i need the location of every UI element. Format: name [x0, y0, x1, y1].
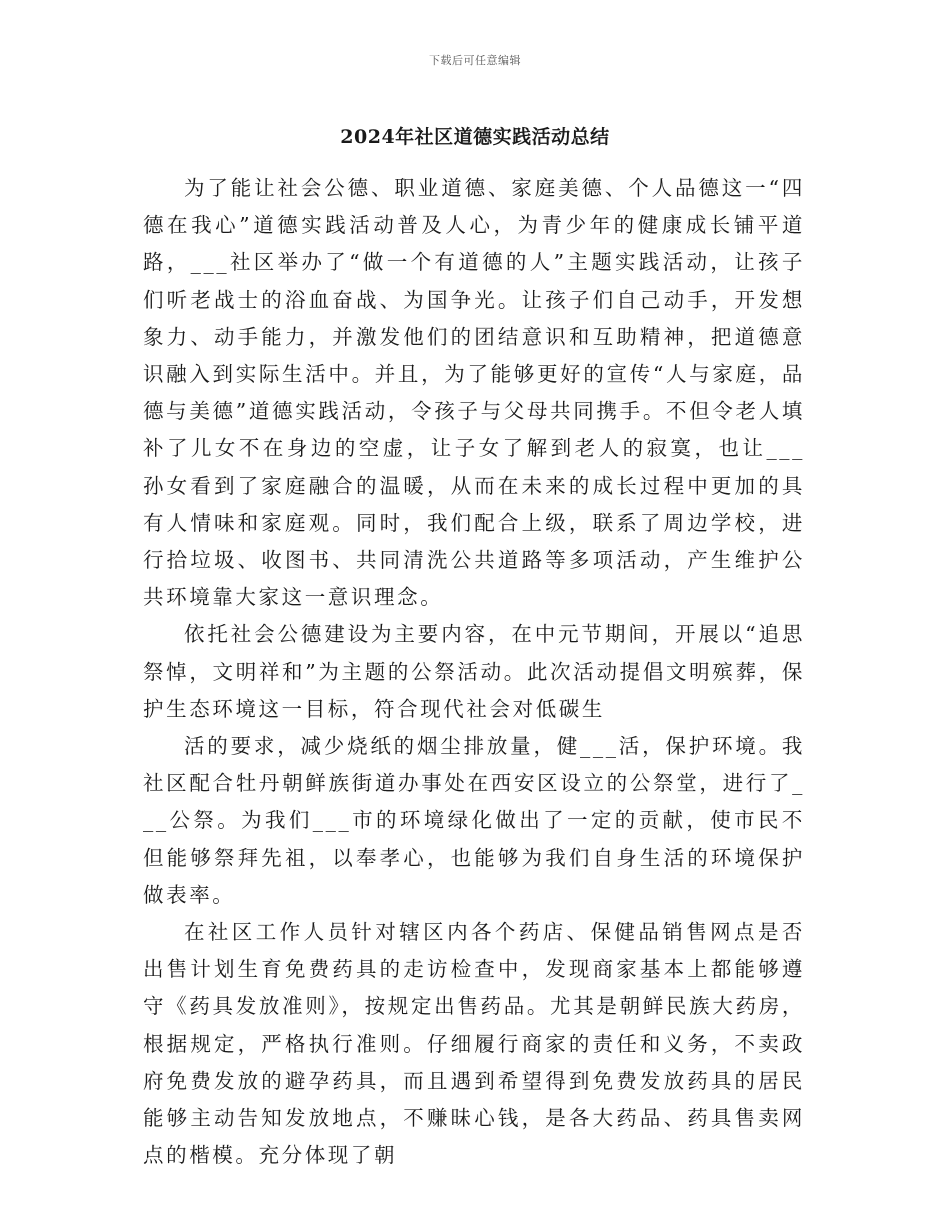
paragraph-2: 依托社会公德建设为主要内容，在中元节期间，开展以“追思祭悼，文明祥和”为主题的公祭活动。此次活动提倡文明殡葬，保护生态环境这一目标，符合现代社会对低碳生: [143, 622, 805, 721]
document-body: [143, 170, 805, 1174]
paragraph-4: 在社区工作人员针对辖区内各个药店、保健品销售网点是否出售计划生育免费药具的走访检查中，发现商家基本上都能够遵守《药具发放准则》，按规定出售药品。尤其是朝鲜民族大药房，根据规定，严格执行准则。仔细履行商家的责任和义务，不卖政府免费发放的避孕药具，而且遇到希望得到免费发放药具的居民能够主动告知发放地点，不赚昧心钱，是各大药品、药具售卖网点的楷模。充分体现了朝: [143, 920, 805, 1168]
paragraph-3: 活的要求，减少烧纸的烟尘排放量，健___活，保护环境。我社区配合牡丹朝鲜族街道办事处在西安区设立的公祭堂，进行了___公祭。为我们___市的环境绿化做出了一定的贡献，使市民不但能够祭拜先祖，以奉孝心，也能够为我们自身生活的环境保护做表率。: [143, 734, 805, 907]
paragraph-1: 为了能让社会公德、职业道德、家庭美德、个人品德这一“四德在我心”道德实践活动普及人心，为青少年的健康成长铺平道路，___社区举办了“做一个有道德的人”主题实践活动，让孩子们听老战士的浴血奋战、为国争光。让孩子们自己动手，开发想象力、动手能力，并激发他们的团结意识和互助精神，把道德意识融入到实际生活中。并且，为了能够更好的宣传“人与家庭，品德与美德”道德实践活动，令孩子与父母共同携手。不但令老人填补了儿女不在身边的空虚，让子女了解到老人的寂寞，也让___孙女看到了家庭融合的温暖，从而在未来的成长过程中更加的具有人情味和家庭观。同时，我们配合上级，联系了周边学校，进行拾垃圾、收图书、共同清洗公共道路等多项活动，产生维护公共环境靠大家这一意识理念。: [143, 176, 805, 610]
document-title: 2024年社区道德实践活动总结: [340, 126, 610, 148]
header-note: 下载后可任意编辑: [429, 54, 521, 67]
